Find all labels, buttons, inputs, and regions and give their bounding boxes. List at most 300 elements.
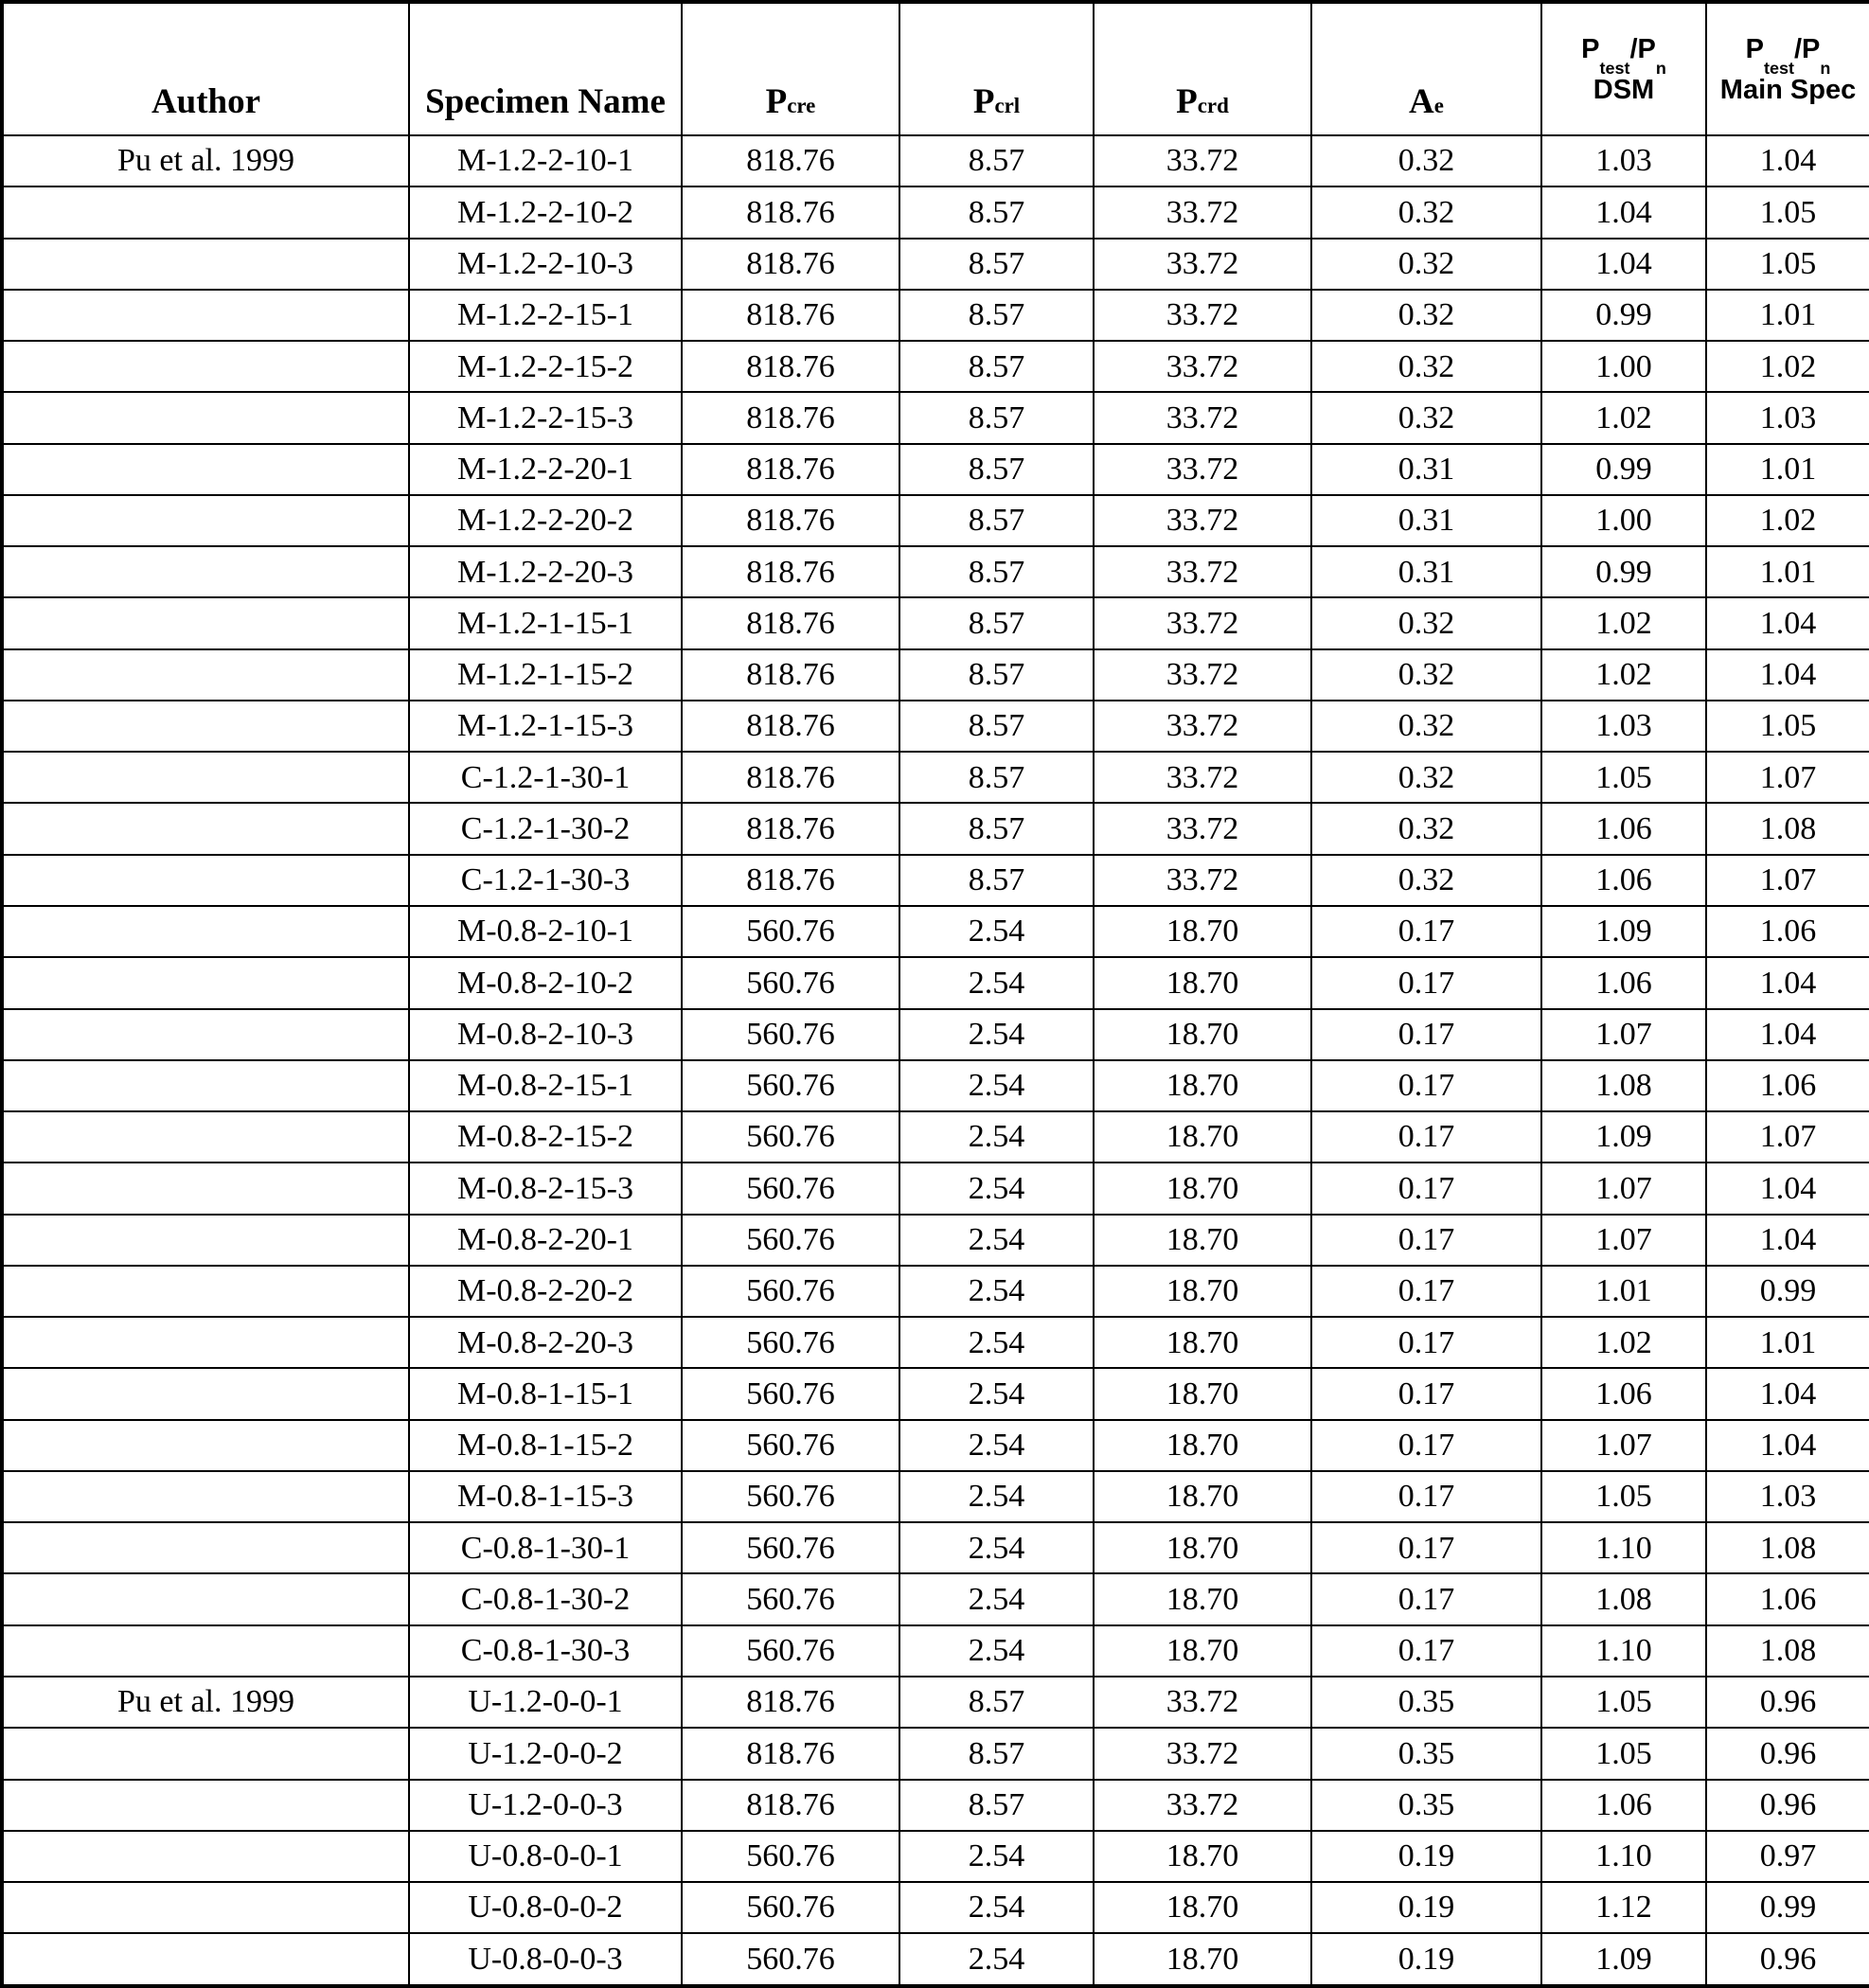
cell-ae: 0.19 (1311, 1933, 1541, 1986)
cell-specimen: M-0.8-1-15-1 (409, 1368, 682, 1419)
cell-pcrl: 2.54 (899, 1009, 1094, 1060)
cell-ae: 0.32 (1311, 186, 1541, 238)
cell-mainspec: 1.01 (1706, 444, 1869, 495)
cell-author: Pu et al. 1999 (2, 1677, 409, 1728)
cell-dsm: 1.02 (1541, 597, 1706, 648)
cell-dsm: 1.06 (1541, 855, 1706, 906)
cell-specimen: C-0.8-1-30-1 (409, 1522, 682, 1573)
cell-pcrd: 18.70 (1094, 1882, 1311, 1933)
table-row (2, 1677, 1869, 1728)
cell-mainspec: 1.04 (1706, 1009, 1869, 1060)
cell-dsm: 1.05 (1541, 1471, 1706, 1522)
cell-pcre: 818.76 (682, 803, 899, 854)
cell-ae: 0.31 (1311, 546, 1541, 597)
cell-mainspec: 1.03 (1706, 392, 1869, 443)
cell-pcrl: 2.54 (899, 1573, 1094, 1624)
cell-mainspec: 0.96 (1706, 1933, 1869, 1986)
column-header-specimen: Specimen Name (409, 2, 682, 135)
table-row (2, 1882, 1869, 1933)
cell-pcrd: 18.70 (1094, 906, 1311, 957)
cell-pcrl: 2.54 (899, 906, 1094, 957)
cell-mainspec: 1.07 (1706, 1111, 1869, 1163)
cell-specimen: U-0.8-0-0-3 (409, 1933, 682, 1986)
cell-pcrl: 8.57 (899, 341, 1094, 392)
column-header-pcre: P $_{cre}$ (682, 2, 899, 135)
cell-mainspec: 0.97 (1706, 1831, 1869, 1882)
cell-pcre: 560.76 (682, 1933, 899, 1986)
cell-specimen: M-0.8-2-10-2 (409, 957, 682, 1008)
cell-pcre: 560.76 (682, 1831, 899, 1882)
cell-pcre: 560.76 (682, 1215, 899, 1266)
cell-pcrl: 8.57 (899, 701, 1094, 752)
table-row (2, 546, 1869, 597)
cell-dsm: 1.05 (1541, 1677, 1706, 1728)
cell-pcrd: 33.72 (1094, 855, 1311, 906)
cell-dsm: 1.07 (1541, 1420, 1706, 1471)
cell-pcrl: 2.54 (899, 957, 1094, 1008)
cell-ae: 0.17 (1311, 1471, 1541, 1522)
table-row (2, 752, 1869, 803)
cell-pcrd: 33.72 (1094, 392, 1311, 443)
cell-pcre: 560.76 (682, 1368, 899, 1419)
table-row (2, 1111, 1869, 1163)
table-row (2, 1471, 1869, 1522)
table-row (2, 186, 1869, 238)
cell-specimen: C-1.2-1-30-2 (409, 803, 682, 854)
cell-ae: 0.32 (1311, 341, 1541, 392)
cell-mainspec: 1.05 (1706, 186, 1869, 238)
table-row (2, 1266, 1869, 1317)
cell-pcre: 818.76 (682, 186, 899, 238)
cell-pcrl: 2.54 (899, 1933, 1094, 1986)
cell-pcrl: 8.57 (899, 239, 1094, 290)
table-row (2, 341, 1869, 392)
cell-dsm: 1.05 (1541, 1728, 1706, 1779)
cell-dsm: 1.06 (1541, 1368, 1706, 1419)
cell-mainspec: 1.05 (1706, 701, 1869, 752)
cell-pcrd: 18.70 (1094, 1215, 1311, 1266)
table-row (2, 1317, 1869, 1368)
column-header-dsm: P $_{test}$ /P $_n$ DSM (1541, 2, 1706, 135)
cell-specimen: M-0.8-2-20-3 (409, 1317, 682, 1368)
cell-mainspec: 0.96 (1706, 1780, 1869, 1831)
cell-dsm: 0.99 (1541, 546, 1706, 597)
table-row (2, 1060, 1869, 1111)
cell-ae: 0.32 (1311, 701, 1541, 752)
cell-author (2, 495, 409, 546)
cell-ae: 0.17 (1311, 1573, 1541, 1624)
cell-pcrl: 8.57 (899, 186, 1094, 238)
cell-mainspec: 1.06 (1706, 906, 1869, 957)
cell-mainspec: 1.04 (1706, 597, 1869, 648)
cell-dsm: 1.10 (1541, 1831, 1706, 1882)
cell-pcrl: 8.57 (899, 392, 1094, 443)
cell-author (2, 1882, 409, 1933)
cell-pcrl: 8.57 (899, 546, 1094, 597)
cell-pcrd: 33.72 (1094, 495, 1311, 546)
cell-mainspec: 1.04 (1706, 957, 1869, 1008)
cell-dsm: 1.12 (1541, 1882, 1706, 1933)
cell-ae: 0.17 (1311, 1317, 1541, 1368)
cell-author (2, 186, 409, 238)
cell-specimen: M-1.2-1-15-2 (409, 649, 682, 701)
cell-pcre: 560.76 (682, 906, 899, 957)
cell-author: Pu et al. 1999 (2, 135, 409, 186)
cell-pcre: 560.76 (682, 1573, 899, 1624)
column-header-mainspec: P $_{test}$ /P $_n$ Main Spec (1706, 2, 1869, 135)
cell-author (2, 341, 409, 392)
cell-pcrd: 33.72 (1094, 341, 1311, 392)
cell-pcrl: 8.57 (899, 649, 1094, 701)
cell-mainspec: 1.04 (1706, 1163, 1869, 1214)
cell-specimen: M-1.2-2-10-1 (409, 135, 682, 186)
cell-specimen: C-0.8-1-30-2 (409, 1573, 682, 1624)
cell-pcrl: 2.54 (899, 1625, 1094, 1677)
cell-pcrd: 33.72 (1094, 752, 1311, 803)
cell-pcrd: 18.70 (1094, 1933, 1311, 1986)
table-row (2, 1625, 1869, 1677)
cell-dsm: 1.01 (1541, 1266, 1706, 1317)
cell-pcrd: 33.72 (1094, 186, 1311, 238)
cell-author (2, 290, 409, 341)
cell-pcrl: 8.57 (899, 1677, 1094, 1728)
table-row (2, 444, 1869, 495)
cell-dsm: 1.09 (1541, 906, 1706, 957)
cell-mainspec: 1.06 (1706, 1573, 1869, 1624)
header-row (2, 2, 1869, 135)
table-row (2, 1009, 1869, 1060)
cell-pcrl: 2.54 (899, 1215, 1094, 1266)
cell-pcrl: 8.57 (899, 290, 1094, 341)
table-row (2, 855, 1869, 906)
table-row (2, 1420, 1869, 1471)
cell-mainspec: 0.96 (1706, 1677, 1869, 1728)
cell-pcrl: 8.57 (899, 752, 1094, 803)
cell-specimen: M-0.8-1-15-2 (409, 1420, 682, 1471)
cell-dsm: 1.07 (1541, 1163, 1706, 1214)
cell-pcrd: 18.70 (1094, 1266, 1311, 1317)
cell-ae: 0.17 (1311, 906, 1541, 957)
cell-ae: 0.32 (1311, 239, 1541, 290)
cell-specimen: M-0.8-2-20-1 (409, 1215, 682, 1266)
cell-pcre: 818.76 (682, 392, 899, 443)
cell-specimen: M-1.2-2-20-3 (409, 546, 682, 597)
cell-mainspec: 1.02 (1706, 341, 1869, 392)
cell-specimen: U-1.2-0-0-2 (409, 1728, 682, 1779)
cell-author (2, 546, 409, 597)
cell-specimen: M-1.2-2-15-2 (409, 341, 682, 392)
cell-ae: 0.35 (1311, 1780, 1541, 1831)
cell-pcrl: 2.54 (899, 1368, 1094, 1419)
cell-pcre: 818.76 (682, 444, 899, 495)
cell-dsm: 1.04 (1541, 239, 1706, 290)
cell-specimen: U-1.2-0-0-1 (409, 1677, 682, 1728)
cell-pcrl: 2.54 (899, 1317, 1094, 1368)
cell-ae: 0.32 (1311, 290, 1541, 341)
cell-dsm: 1.07 (1541, 1009, 1706, 1060)
cell-author (2, 1471, 409, 1522)
cell-pcre: 818.76 (682, 495, 899, 546)
cell-mainspec: 0.99 (1706, 1266, 1869, 1317)
cell-author (2, 1215, 409, 1266)
cell-specimen: M-1.2-1-15-1 (409, 597, 682, 648)
cell-pcre: 560.76 (682, 1420, 899, 1471)
cell-mainspec: 1.04 (1706, 1215, 1869, 1266)
cell-author (2, 1317, 409, 1368)
cell-author (2, 1933, 409, 1986)
column-header-author: Author (2, 2, 409, 135)
cell-specimen: M-1.2-2-10-3 (409, 239, 682, 290)
cell-mainspec: 1.02 (1706, 495, 1869, 546)
cell-ae: 0.17 (1311, 1163, 1541, 1214)
cell-pcrd: 18.70 (1094, 1317, 1311, 1368)
cell-mainspec: 1.01 (1706, 290, 1869, 341)
table-row (2, 1215, 1869, 1266)
cell-pcrl: 8.57 (899, 495, 1094, 546)
cell-pcre: 560.76 (682, 1625, 899, 1677)
cell-author (2, 1060, 409, 1111)
cell-specimen: M-0.8-2-10-1 (409, 906, 682, 957)
column-header-ae: A $_e$ (1311, 2, 1541, 135)
cell-dsm: 1.03 (1541, 701, 1706, 752)
cell-mainspec: 1.01 (1706, 546, 1869, 597)
table-row (2, 290, 1869, 341)
cell-pcrd: 18.70 (1094, 957, 1311, 1008)
cell-specimen: M-0.8-1-15-3 (409, 1471, 682, 1522)
table-row (2, 649, 1869, 701)
cell-pcre: 818.76 (682, 1728, 899, 1779)
cell-ae: 0.31 (1311, 495, 1541, 546)
cell-specimen: U-0.8-0-0-1 (409, 1831, 682, 1882)
cell-author (2, 752, 409, 803)
cell-dsm: 1.02 (1541, 392, 1706, 443)
cell-pcre: 818.76 (682, 290, 899, 341)
cell-pcrl: 8.57 (899, 597, 1094, 648)
table-row (2, 803, 1869, 854)
cell-pcrl: 8.57 (899, 135, 1094, 186)
cell-pcre: 560.76 (682, 957, 899, 1008)
cell-author (2, 701, 409, 752)
cell-pcre: 818.76 (682, 239, 899, 290)
cell-pcrl: 2.54 (899, 1111, 1094, 1163)
cell-author (2, 1780, 409, 1831)
cell-pcre: 818.76 (682, 597, 899, 648)
cell-pcrd: 18.70 (1094, 1009, 1311, 1060)
cell-mainspec: 1.08 (1706, 803, 1869, 854)
cell-specimen: M-1.2-1-15-3 (409, 701, 682, 752)
cell-dsm: 1.06 (1541, 803, 1706, 854)
cell-specimen: M-0.8-2-10-3 (409, 1009, 682, 1060)
cell-dsm: 1.04 (1541, 186, 1706, 238)
cell-mainspec: 1.03 (1706, 1471, 1869, 1522)
cell-pcrl: 8.57 (899, 855, 1094, 906)
cell-author (2, 392, 409, 443)
cell-ae: 0.17 (1311, 1625, 1541, 1677)
cell-mainspec: 1.04 (1706, 1420, 1869, 1471)
cell-pcrd: 33.72 (1094, 803, 1311, 854)
cell-author (2, 906, 409, 957)
cell-pcre: 560.76 (682, 1882, 899, 1933)
cell-author (2, 597, 409, 648)
cell-dsm: 1.00 (1541, 341, 1706, 392)
cell-pcre: 818.76 (682, 701, 899, 752)
cell-author (2, 1266, 409, 1317)
cell-pcrd: 18.70 (1094, 1420, 1311, 1471)
cell-ae: 0.17 (1311, 1420, 1541, 1471)
cell-pcrd: 33.72 (1094, 546, 1311, 597)
cell-author (2, 1420, 409, 1471)
cell-pcrl: 2.54 (899, 1831, 1094, 1882)
cell-specimen: M-1.2-2-20-1 (409, 444, 682, 495)
cell-specimen: M-0.8-2-15-1 (409, 1060, 682, 1111)
cell-pcre: 560.76 (682, 1522, 899, 1573)
cell-author (2, 1728, 409, 1779)
cell-mainspec: 1.04 (1706, 135, 1869, 186)
cell-dsm: 1.08 (1541, 1573, 1706, 1624)
cell-mainspec: 0.99 (1706, 1882, 1869, 1933)
cell-mainspec: 0.96 (1706, 1728, 1869, 1779)
cell-pcre: 818.76 (682, 752, 899, 803)
cell-mainspec: 1.08 (1706, 1625, 1869, 1677)
cell-pcrd: 18.70 (1094, 1060, 1311, 1111)
cell-pcrl: 8.57 (899, 1728, 1094, 1779)
cell-author (2, 649, 409, 701)
table-row (2, 495, 1869, 546)
table-row (2, 135, 1869, 186)
cell-dsm: 1.08 (1541, 1060, 1706, 1111)
cell-pcrl: 8.57 (899, 1780, 1094, 1831)
cell-author (2, 1111, 409, 1163)
cell-pcrl: 2.54 (899, 1060, 1094, 1111)
cell-mainspec: 1.07 (1706, 855, 1869, 906)
table-row (2, 239, 1869, 290)
cell-ae: 0.32 (1311, 649, 1541, 701)
cell-dsm: 0.99 (1541, 444, 1706, 495)
table-row (2, 701, 1869, 752)
cell-pcrl: 2.54 (899, 1522, 1094, 1573)
table-row (2, 1163, 1869, 1214)
cell-author (2, 803, 409, 854)
cell-author (2, 1163, 409, 1214)
cell-pcre: 560.76 (682, 1009, 899, 1060)
cell-pcre: 560.76 (682, 1060, 899, 1111)
cell-specimen: M-0.8-2-20-2 (409, 1266, 682, 1317)
cell-specimen: M-1.2-2-15-1 (409, 290, 682, 341)
cell-pcrl: 8.57 (899, 803, 1094, 854)
cell-pcrd: 33.72 (1094, 1728, 1311, 1779)
cell-pcrd: 18.70 (1094, 1625, 1311, 1677)
cell-ae: 0.32 (1311, 752, 1541, 803)
cell-ae: 0.17 (1311, 1522, 1541, 1573)
cell-specimen: M-0.8-2-15-3 (409, 1163, 682, 1214)
cell-ae: 0.32 (1311, 803, 1541, 854)
cell-specimen: C-0.8-1-30-3 (409, 1625, 682, 1677)
cell-pcrd: 18.70 (1094, 1471, 1311, 1522)
cell-pcrd: 18.70 (1094, 1111, 1311, 1163)
cell-dsm: 1.03 (1541, 135, 1706, 186)
table-row (2, 1573, 1869, 1624)
cell-author (2, 239, 409, 290)
cell-pcre: 560.76 (682, 1317, 899, 1368)
cell-pcrd: 18.70 (1094, 1831, 1311, 1882)
cell-ae: 0.31 (1311, 444, 1541, 495)
cell-pcrd: 33.72 (1094, 290, 1311, 341)
cell-dsm: 0.99 (1541, 290, 1706, 341)
cell-pcrd: 33.72 (1094, 1677, 1311, 1728)
cell-mainspec: 1.04 (1706, 649, 1869, 701)
cell-pcrl: 2.54 (899, 1882, 1094, 1933)
cell-pcre: 818.76 (682, 649, 899, 701)
cell-ae: 0.32 (1311, 597, 1541, 648)
cell-pcrd: 18.70 (1094, 1163, 1311, 1214)
cell-author (2, 957, 409, 1008)
cell-author (2, 1831, 409, 1882)
cell-specimen: M-1.2-2-20-2 (409, 495, 682, 546)
cell-specimen: U-1.2-0-0-3 (409, 1780, 682, 1831)
cell-specimen: U-0.8-0-0-2 (409, 1882, 682, 1933)
column-header-pcrd: P $_{crd}$ (1094, 2, 1311, 135)
cell-specimen: C-1.2-1-30-1 (409, 752, 682, 803)
table-row (2, 957, 1869, 1008)
cell-ae: 0.19 (1311, 1831, 1541, 1882)
cell-ae: 0.32 (1311, 392, 1541, 443)
cell-mainspec: 1.06 (1706, 1060, 1869, 1111)
cell-pcrl: 2.54 (899, 1471, 1094, 1522)
cell-author (2, 1368, 409, 1419)
table-row (2, 1780, 1869, 1831)
table-row (2, 392, 1869, 443)
cell-ae: 0.17 (1311, 1060, 1541, 1111)
cell-pcre: 560.76 (682, 1471, 899, 1522)
cell-author (2, 444, 409, 495)
cell-pcrd: 33.72 (1094, 135, 1311, 186)
cell-author (2, 1573, 409, 1624)
cell-pcrd: 33.72 (1094, 649, 1311, 701)
table-row (2, 1933, 1869, 1986)
cell-pcrd: 33.72 (1094, 701, 1311, 752)
cell-dsm: 1.07 (1541, 1215, 1706, 1266)
cell-author (2, 855, 409, 906)
cell-ae: 0.17 (1311, 1368, 1541, 1419)
table-row (2, 1728, 1869, 1779)
table-row (2, 1522, 1869, 1573)
cell-pcrd: 33.72 (1094, 444, 1311, 495)
cell-mainspec: 1.07 (1706, 752, 1869, 803)
cell-dsm: 1.09 (1541, 1933, 1706, 1986)
cell-dsm: 1.06 (1541, 957, 1706, 1008)
cell-pcrl: 8.57 (899, 444, 1094, 495)
cell-pcre: 818.76 (682, 855, 899, 906)
cell-pcrd: 18.70 (1094, 1573, 1311, 1624)
cell-ae: 0.35 (1311, 1728, 1541, 1779)
cell-pcre: 818.76 (682, 1780, 899, 1831)
cell-pcrl: 2.54 (899, 1266, 1094, 1317)
cell-ae: 0.17 (1311, 1266, 1541, 1317)
cell-dsm: 1.09 (1541, 1111, 1706, 1163)
cell-ae: 0.17 (1311, 957, 1541, 1008)
cell-pcrl: 2.54 (899, 1163, 1094, 1214)
cell-pcrd: 33.72 (1094, 239, 1311, 290)
cell-pcre: 818.76 (682, 1677, 899, 1728)
cell-dsm: 1.00 (1541, 495, 1706, 546)
cell-ae: 0.17 (1311, 1215, 1541, 1266)
cell-pcrd: 18.70 (1094, 1522, 1311, 1573)
cell-ae: 0.32 (1311, 135, 1541, 186)
cell-pcre: 560.76 (682, 1266, 899, 1317)
table-row (2, 597, 1869, 648)
cell-pcre: 818.76 (682, 135, 899, 186)
cell-pcrd: 33.72 (1094, 597, 1311, 648)
